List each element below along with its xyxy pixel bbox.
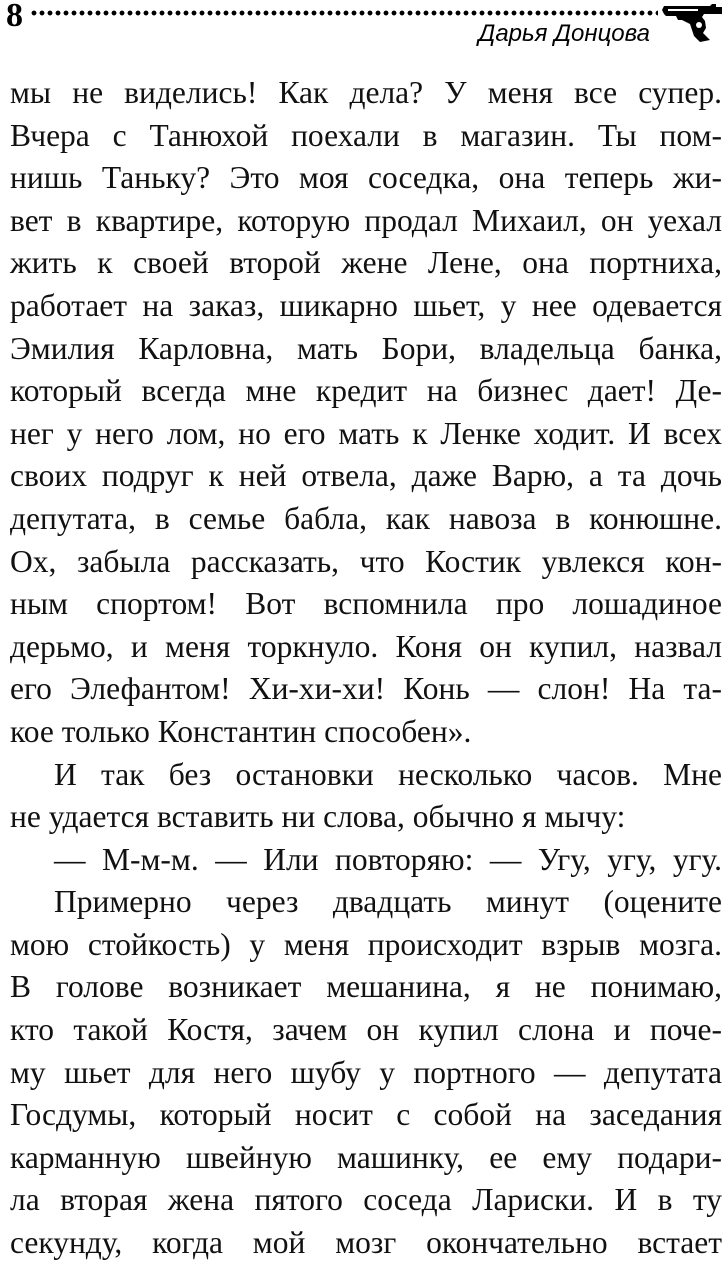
dialogue-line: — М-м-м. — Или повторяю: — Угу, угу, угу. [54,841,722,877]
text-line: ным спортом! Вот вспомнила про лошадиное [10,586,722,622]
text-line: нег у него лом, но его мать к Ленке ходит. И всех [10,415,722,451]
page-header [0,0,728,56]
text-line: Эмилия Карловна, мать Бори, владельца банка, [10,330,722,366]
text-line: Госдумы, который носит с собой на заседания [10,1097,722,1133]
text-line: му шьет для него шубу у портного — депутата [10,1054,722,1090]
text-line: секунду, когда мой мозг окончательно встает [10,1225,722,1261]
text-line: ла вторая жена пятого соседа Лариски. И в ту [10,1182,722,1218]
text-line: нишь Таньку? Это моя соседка, она теперь жи- [10,160,722,196]
text-line: дерьмо, и меня торкнуло. Коня он купил, назвал [10,628,722,664]
text-line: мою стойкость) у меня происходит взрыв мозга. [10,926,722,962]
running-head-author: Дарья Донцова [478,20,650,47]
text-line: жить к своей второй жене Лене, она портниха, [10,245,722,281]
paragraph-first-line: И так без остановки несколько часов. Мне [54,756,722,792]
text-line: не удается вставить ни слова, обычно я мычу: [10,799,626,835]
text-line: его Элефантом! Хи-хи-хи! Конь — слон! На та- [10,671,722,707]
text-line: который всегда мне кредит на бизнес дает! Де- [10,373,722,409]
text-line: Вчера с Танюхой поехали в магазин. Ты пом- [10,117,722,153]
revolver-icon [660,0,724,44]
text-line: кто такой Костя, зачем он купил слона и поче- [10,1012,722,1048]
page-number: 8 [6,0,23,34]
page-body-text [10,72,722,1265]
text-line: мы не виделись! Как дела? У меня все супер. [10,75,722,110]
text-line: депутата, в семье бабла, как навоза в конюшне. [10,500,722,536]
text-line: своих подруг к ней отвела, даже Варю, а та дочь [10,458,722,494]
text-line: В голове возникает мешанина, я не понимаю, [10,969,722,1005]
paragraph-first-line: Примерно через двадцать минут (оцените [54,884,722,920]
text-line: кое только Константин способен». [10,713,472,749]
text-line: карманную швейную машинку, ее ему подари- [10,1139,722,1175]
text-line: работает на заказ, шикарно шьет, у нее одевается [10,287,722,323]
dotted-rule [30,10,658,16]
text-line: Ох, забыла рассказать, что Костик увлекся кон- [10,543,722,579]
text-line: вет в квартире, которую продал Михаил, он уехал [10,202,722,238]
